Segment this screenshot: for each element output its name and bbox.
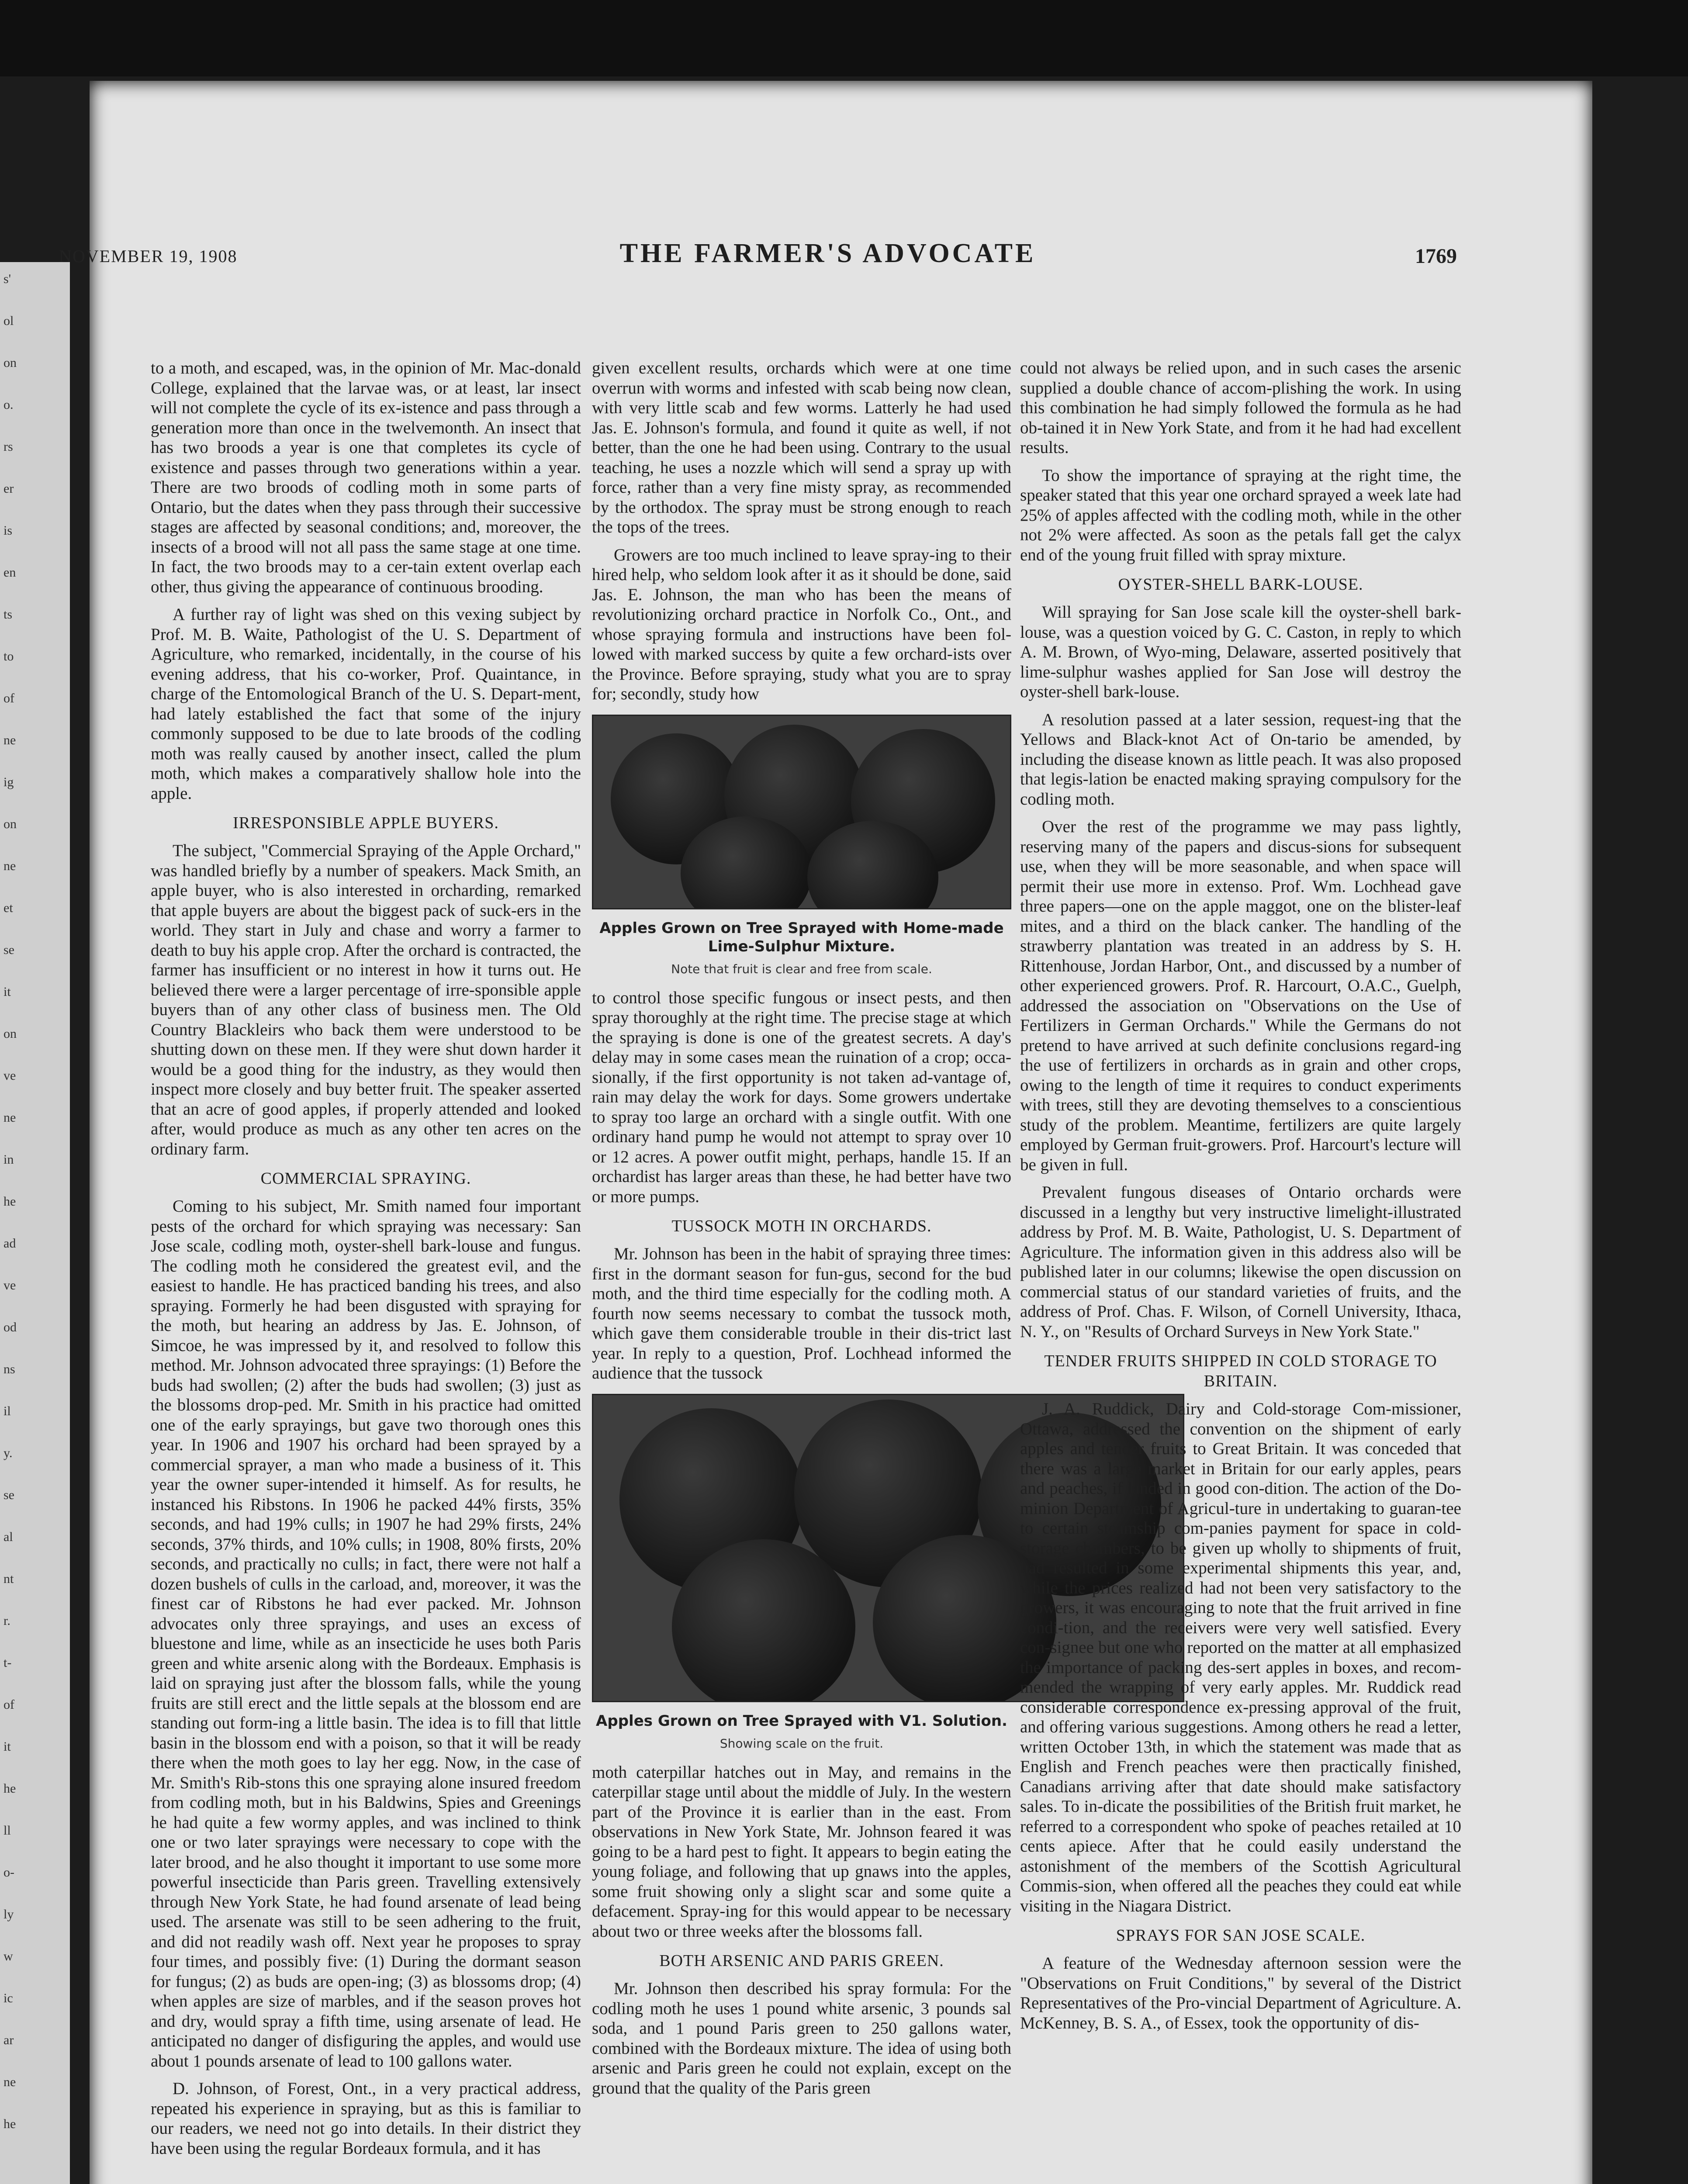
adjacent-page-text-fragment: ne [3, 733, 16, 747]
adjacent-page-text-fragment: ve [3, 1278, 16, 1292]
paragraph: J. A. Ruddick, Dairy and Cold-storage Com-missioner, Ottawa, addressed the convention on the shipment of early apples and tender fruits to Great Britain. It was conceded that there was a large market in Britain for our early apples, pears and peaches, if landed in good con-dition. The action of the Do-minion Department of Agricul-ture in undertaking to guaran-tee to certain steamship com-panies payment for space in cold-storage chambers, to be given up wholly to shipments of fruit, had resulted in some experimental shipments this year, and, while the prices realized had not been very satisfactory to the growers, it was encouraging to note that the fruit arrived in fine condi-tion, and the receivers were very well satisfied. Every con-signee but one who reported on the matter at all emphasized the importance of packing des-sert apples in boxes, and recom-mended the wrapping of very early apples. Mr. Ruddick read considerable correspondence ex-pressing approval of the fruit, and offering various suggestions. Among others he read a letter, written October 13th, in which the statement was made that as English and French peaches were then practically finished, Canadians arriving after that date should make satisfactory sales. To in-dicate the possibilities of the British fruit market, he referred to a correspondent who spoke of peaches retailed at 10 cents apiece. After that he could easily understand the astonishment of the members of the Scottish Agricultural Commis-sion, when offered all the peaches they could eat while visiting in the Niagara District. [1020, 1400, 1461, 1915]
issue-date: NOVEMBER 19, 1908 [59, 246, 238, 266]
paragraph: Coming to his subject, Mr. Smith named four important pests of the orchard for which spraying was necessary: San Jose scale, codling moth, oyster-shell bark-louse and fungus. The codling moth he considered the greatest evil, and the easiest to handle. He has practiced banding his trees, and also spraying. Formerly he had been disgusted with spraying for the moth, but hearing an address by Jas. E. Johnson, of Simcoe, he was impressed by it, and resolved to follow this method. Mr. Johnson advocated three sprayings: (1) Before the buds had swollen; (2) after the buds had swollen; (3) just as the blossoms drop-ped. Mr. Smith in his practice had omitted one of the early sprayings, but gave two thorough ones this year. In 1906 and 1907 his orchard had been sprayed by a commercial sprayer, a man who made a business of it. This year the owner super-intended it himself. As for results, he instanced his Ribstons. In 1906 he packed 44% firsts, 35% seconds, and had 19% culls; in 1907 he had 29% firsts, 24% seconds, 37% thirds, and 10% culls; in 1908, 80% firsts, 20% seconds, and practically no culls; in fact, there were not half a dozen bushels of culls in the carload, and, moreover, it was the finest car of Ribstons he had ever packed. Mr. Johnson advocates only three sprayings, and uses an excess of bluestone and lime, while as an insecticide he uses both Paris green and white arsenic along with the Bordeaux. Emphasis is laid on spraying just after the blossom falls, while the young fruits are still erect and the little sepals at the blossom end are standing out form-ing a little basin. The idea is to fill that little basin in the blossom end with a poison, so that it will be ready there when the moth goes to lay her egg. Now, in the case of Mr. Smith's Rib-stons this one spraying alone insured freedom from codling moth, but in his Baldwins, Spies and Greenings he had quite a few wormy apples, and was inclined to think one or two later sprayings were necessary to cope with the later brood, and he also thought it important to use some more powerful insecticide than Paris green. Travelling extensively through New York State, he had found arsenate of lead being used. The arsenate was still to be seen adhering to the fruit, and did not readily wash off. Next year he proposes to spray four times, and possibly five: (1) During the dormant season for fungus; (2) as buds are open-ing; (3) as blossoms drop; (4) when apples are size of marbles, and if the season proves hot and dry, would spray a fifth time, using arsenate of lead. He anticipated no danger of disfiguring the apples, and would use about 1 pounds arsenate of lead to 100 gallons water. [151, 1197, 581, 2070]
adjacent-page-text-fragment: ve [3, 1068, 16, 1083]
adjacent-page-text-fragment: r. [3, 1614, 10, 1628]
adjacent-page-text-fragment: t- [3, 1655, 12, 1670]
paragraph: Growers are too much inclined to leave spray-ing to their hired help, who seldom look after it as it should be done, said Jas. E. Johnson, the man who has been the means of revolutionizing orchard practice in Norfolk Co., Ont., and whose spraying formula and instructions have been fol-lowed with marked success by quite a few orchard-ists over the Province. Before spraying, study what you are to spray for; secondly, study how [592, 545, 1011, 703]
section-heading: TUSSOCK MOTH IN ORCHARDS. [671, 1217, 932, 1235]
adjacent-page-text-fragment: on [3, 817, 17, 831]
figure-lime-sulphur-apples [592, 715, 1011, 977]
adjacent-page-text-fragment: he [3, 2117, 16, 2131]
adjacent-page-edge [0, 262, 70, 2184]
adjacent-page-text-fragment: ig [3, 775, 14, 789]
paragraph: given excellent results, orchards which were at one time overrun with worms and infested with scab being now clean, with very little scab and few worms. Latterly he had used Jas. E. Johnson's formula, and found it quite as well, if not better, than the one he had been using. Contrary to the usual teaching, he uses a nozzle which will send a spray up with force, rather than a very fine misty spray, as recommended by the orthodox. The spray must be strong enough to reach the tops of the trees. [592, 359, 1011, 536]
adjacent-page-text-fragment: on [3, 356, 17, 370]
adjacent-page-text-fragment: it [3, 985, 11, 999]
section-heading: BOTH ARSENIC AND PARIS GREEN. [659, 1952, 944, 1970]
adjacent-page-text-fragment: od [3, 1320, 17, 1334]
adjacent-page-text-fragment: he [3, 1194, 16, 1209]
paragraph: The subject, "Commercial Spraying of the Apple Orchard," was handled briefly by a number of speakers. Mack Smith, an apple buyer, who is also interested in orcharding, remarked that apple buyers are about the biggest pack of suck-ers in the world. They start in July and chase and worry a farmer to death to buy his apple crop. After the orchard is contracted, the farmer has insufficient or no interest in how it turns out. He believed there were a larger percentage of irre-sponsible apple buyers than of any other class of business men. The Old Country Blackleirs who back them were understood to be shutting down on these men. If they were shut down harder it would be a good thing for the industry, as they would then inspect more closely and buy better fruit. The speaker asserted that an acre of good apples, if properly attended and looked after, would produce as much as any other ten acres on the ordinary farm. [151, 841, 581, 1158]
adjacent-page-text-fragment: se [3, 1488, 14, 1502]
figure-subcaption: Showing scale on the fruit. [719, 1736, 884, 1751]
adjacent-page-text-fragment: ol [3, 314, 14, 328]
paragraph: Will spraying for San Jose scale kill the oyster-shell bark-louse, was a question voiced by G. C. Caston, in reply to which A. M. Brown, of Wyo-ming, Delaware, asserted positively that lime-sulphur washes applied for San Jose will destroy the oyster-shell bark-louse. [1020, 603, 1461, 701]
paragraph: A feature of the Wednesday afternoon session were the "Observations on Fruit Conditions," by several of the District Representatives of the Pro-vincial Department of Agriculture. A. McKenney, B. S. A., of Essex, took the opportunity of dis- [1020, 1954, 1461, 2032]
figure-caption: Apples Grown on Tree Sprayed with V1. Solution. [596, 1712, 1007, 1730]
adjacent-page-text-fragment: ar [3, 2033, 14, 2047]
paragraph: A further ray of light was shed on this vexing subject by Prof. M. B. Waite, Pathologist of the U. S. Department of Agriculture, who remarked, incidentally, in the course of his evening address, that his co-worker, Prof. Quaintance, in charge of the Entomological Branch of the U. S. Depart-ment, had lately established the fact that some of the injury commonly supposed to be due to late broods of the codling moth was really caused by another insect, called the plum moth, which makes a comparatively shallow hole into the apple. [151, 605, 581, 803]
adjacent-page-text-fragment: ly [3, 1907, 14, 1921]
section-heading: SPRAYS FOR SAN JOSE SCALE. [1116, 1926, 1366, 1945]
paragraph: moth caterpillar hatches out in May, and remains in the caterpillar stage until about the middle of July. In the western part of the Province it is earlier than in the east. From observations in New York State, Mr. Johnson feared it was going to be a hard pest to fight. It appears to begin eating the young foliage, and following that up gnaws into the apples, some fruit showing only a slight scar and some quite a defacement. Spray-ing for this would appear to be necessary about two or three weeks after the blossoms fall. [592, 1762, 1011, 1941]
adjacent-page-text-fragment: o. [3, 397, 14, 412]
adjacent-page-text-fragment: ic [3, 1991, 13, 2005]
apple-photo [592, 715, 1011, 909]
figure-caption: Apples Grown on Tree Sprayed with Home-made Lime-Sulphur Mixture. [599, 919, 1004, 955]
adjacent-page-text-fragment: ts [3, 607, 13, 622]
paragraph: Over the rest of the programme we may pass lightly, reserving many of the papers and discus-sions for subsequent use, when they will be more seasonable, and when space will permit their use more in extenso. Prof. Wm. Lochhead gave three papers—one on the apple maggot, one on the blister-leaf mites, and a third on the black canker. The handling of the strawberry plantation was treated in an address by S. H. Rittenhouse, Jordan Harbor, Ont., and discussed by a number of other experienced growers. Prof. R. Harcourt, O.A.C., Guelph, addressed the association on "Observations on the Use of Fertilizers in German Orchards." While the Germans do not pretend to have arrived at such definite conclusions regard-ing the use of fertilizers in orchards as in grain and other crops, owing to the length of time it requires to conduct experiments with trees, still they are devoting themselves to a conscientious study of the problem. Meantime, fertilizers are quite largely employed by German fruit-growers. Prof. Harcourt's lecture will be given in full. [1020, 817, 1461, 1174]
adjacent-page-text-fragment: of [3, 691, 14, 705]
section-heading: IRRESPONSIBLE APPLE BUYERS. [233, 814, 499, 832]
adjacent-page-text-fragment: ne [3, 859, 16, 873]
adjacent-page-text-fragment: is [3, 523, 13, 538]
paragraph: to control those specific fungous or insect pests, and then spray thoroughly at the right time. The precise stage at which the spraying is done is one of the greatest secrets. A day's delay may in some cases mean the ruination of a crop; occa-sionally, if the first opportunity is not taken ad-vantage of, rain may delay the work for days. Some growers undertake to spray too large an orchard with a single outfit. With one ordinary hand pump he would not attempt to spray over 10 or 12 acres. A power outfit might, perhaps, handle 15. If an orchardist has larger areas than these, he had better have two or more pumps. [592, 988, 1011, 1206]
section-heading: COMMERCIAL SPRAYING. [260, 1169, 471, 1188]
adjacent-page-text-fragment: ad [3, 1236, 16, 1251]
page-number: 1769 [1415, 245, 1457, 268]
figure-v1-solution-apples [592, 1394, 1011, 1751]
adjacent-page-text-fragment: il [3, 1404, 11, 1418]
adjacent-page-text-fragment: ne [3, 2075, 16, 2089]
adjacent-page-text-fragment: se [3, 943, 14, 957]
adjacent-page-text-fragment: it [3, 1739, 11, 1754]
adjacent-page-text-fragment: rs [3, 439, 13, 454]
adjacent-page-text-fragment: er [3, 481, 14, 496]
adjacent-page-text-fragment: to [3, 649, 14, 663]
paragraph: could not always be relied upon, and in such cases the arsenic supplied a double chance of accom-plishing the work. In using this combination he had simply followed the formula as he had ob-tained it in New York State, and from it he had had excellent results. [1020, 359, 1461, 457]
paragraph: Prevalent fungous diseases of Ontario orchards were discussed in a lengthy but very instructive limelight-illustrated address by Prof. M. B. Waite, Pathologist, U. S. Department of Agriculture. The information given in this address also will be published later in our columns; likewise the open discussion on commercial status of our standard varieties of fruits, and the address of Prof. Chas. F. Wilson, of Cornell University, Ithaca, N. Y., on "Results of Orchard Surveys in New York State." [1020, 1183, 1461, 1341]
adjacent-page-text-fragment: ll [3, 1823, 11, 1838]
adjacent-page-text-fragment: w [3, 1949, 13, 1963]
paragraph: To show the importance of spraying at the right time, the speaker stated that this year one orchard sprayed a week late had 25% of apples affected with the codling moth, while in the other not 2% were affected. As soon as the petals fall get the calyx end of the young fruit filled with spray mixture. [1020, 466, 1461, 564]
adjacent-page-text-fragment: ns [3, 1362, 15, 1376]
microfilm-top-border [0, 0, 1688, 76]
article-column-3 [1020, 358, 1461, 2041]
section-heading: OYSTER-SHELL BARK-LOUSE. [1118, 575, 1363, 594]
adjacent-page-text-fragment: o- [3, 1865, 14, 1880]
masthead-title: THE FARMER'S ADVOCATE [619, 238, 1036, 268]
figure-subcaption: Note that fruit is clear and free from scale. [671, 961, 932, 976]
adjacent-page-text-fragment: al [3, 1530, 13, 1544]
adjacent-page-text-fragment: y. [3, 1446, 13, 1460]
adjacent-page-text-fragment: s' [3, 272, 11, 286]
adjacent-page-text-fragment: of [3, 1697, 14, 1712]
adjacent-page-text-fragment: he [3, 1781, 16, 1796]
page-header [59, 238, 1457, 290]
adjacent-page-text-fragment: et [3, 901, 13, 915]
adjacent-page-text-fragment: nt [3, 1572, 14, 1586]
adjacent-page-text-fragment: in [3, 1152, 14, 1167]
adjacent-page-text-fragment: ne [3, 1110, 16, 1125]
section-heading: TENDER FRUITS SHIPPED IN COLD STORAGE TO BRITAIN. [1044, 1352, 1437, 1390]
paragraph: Mr. Johnson has been in the habit of spraying three times: first in the dormant season for fun-gus, second for the bud moth, and the third time especially for the codling moth. A fourth now seems necessary to combat the tussock moth, which gave them considerable trouble in their dis-trict last year. In reply to a question, Prof. Lochhead informed the audience that the tussock [592, 1244, 1011, 1382]
paragraph: A resolution passed at a later session, request-ing that the Yellows and Black-knot Act of On-tario be amended, by including the disease known as little peach. It was also proposed that legis-lation be enacted making spraying compulsory for the codling moth. [1020, 710, 1461, 809]
paragraph: Mr. Johnson then described his spray formula: For the codling moth he uses 1 pound white arsenic, 3 pounds sal soda, and 1 pound Paris green to 250 gallons water, combined with the Bordeaux mixture. The idea of using both arsenic and Paris green he could not explain, except on the ground that the quality of the Paris green [592, 1979, 1011, 2098]
paragraph: D. Johnson, of Forest, Ont., in a very practical address, repeated his experience in spraying, but as this is familiar to our readers, we need not go into details. In their district they have been using the regular Bordeaux formula, and it has [151, 2079, 581, 2158]
article-column-1 [151, 358, 581, 2166]
adjacent-page-text-fragment: on [3, 1026, 17, 1041]
article-column-2 [592, 358, 1011, 2106]
adjacent-page-text-fragment: en [3, 565, 16, 580]
paragraph: to a moth, and escaped, was, in the opinion of Mr. Mac-donald College, explained that the larvae was, or at least, lar insect will not complete the cycle of its ex-istence and pass through a generation more than once in the twelvemonth. An insect that has two broods a year is one that completes its cycle of existence and passes through two generations within a year. There are two broods of codling moth in some parts of Ontario, but the dates when they pass through their successive stages are affected by seasonal conditions; and, moreover, the insects of a brood will not all pass the same stage at one time. In fact, the two broods may to a cer-tain extent overlap each other, thus giving the appearance of continuous brooding. [151, 359, 581, 596]
